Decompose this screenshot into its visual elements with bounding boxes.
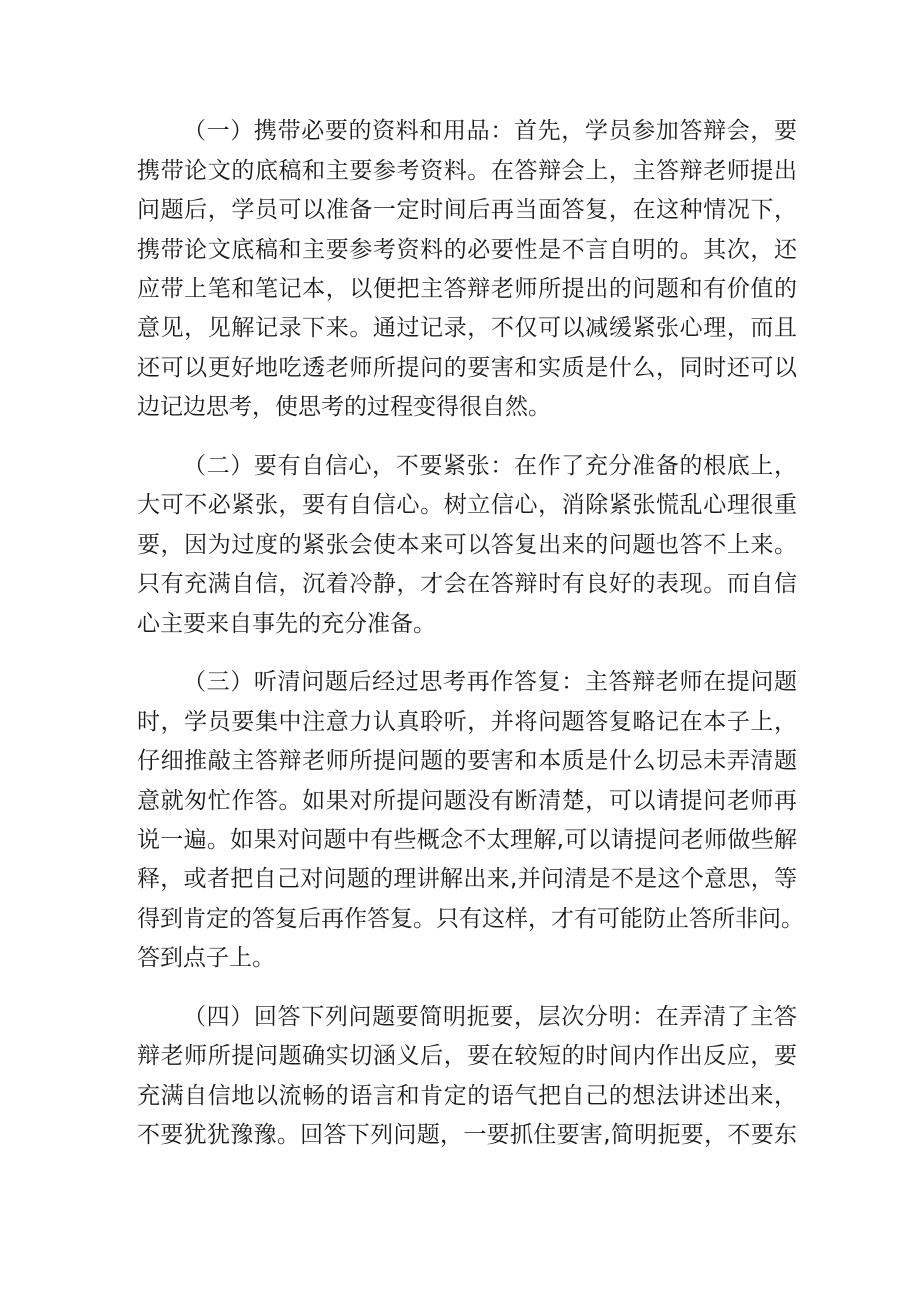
paragraph-2-line-4: 只有充满自信，沉着冷静，才会在答辩时有良好的表现。而自信 xyxy=(137,571,797,597)
paragraph-3-line-3: 仔细推敲主答辩老师所提问题的要害和本质是什么切忌未弄清题 xyxy=(137,748,797,774)
paragraph-3-line-6: 释，或者把自己对问题的理讲解出来,并问清是不是这个意思，等 xyxy=(137,866,797,892)
paragraph-2-line-2: 大可不必紧张，要有自信心。树立信心，消除紧张慌乱心理很重 xyxy=(137,492,797,518)
paragraph-1-line-1: （一）携带必要的资料和用品：首先，学员参加答辩会，要 xyxy=(183,118,797,144)
paragraph-4-line-4: 不要犹犹豫豫。回答下列问题，一要抓住要害,简明扼要，不要东 xyxy=(137,1122,797,1148)
paragraph-1-line-4: 携带论文底稿和主要参考资料的必要性是不言自明的。其次，还 xyxy=(137,237,797,263)
paragraph-3-line-1: （三）听清问题后经过思考再作答复：主答辩老师在提问题 xyxy=(183,669,797,695)
paragraph-3-line-8: 答到点子上。 xyxy=(137,945,275,971)
paragraph-1-line-5: 应带上笔和笔记本，以便把主答辩老师所提出的问题和有价值的 xyxy=(137,276,797,302)
paragraph-1-line-6: 意见，见解记录下来。通过记录，不仅可以减缓紧张心理，而且 xyxy=(137,315,797,341)
paragraph-4-line-1: （四）回答下列问题要简明扼要，层次分明：在弄清了主答 xyxy=(183,1004,797,1030)
paragraph-3-line-2: 时，学员要集中注意力认真聆听，并将问题答复略记在本子上， xyxy=(137,709,797,735)
paragraph-1-line-7: 还可以更好地吃透老师所提问的要害和实质是什么，同时还可以 xyxy=(137,355,797,381)
paragraph-1-line-8: 边记边思考，使思考的过程变得很自然。 xyxy=(137,394,551,420)
paragraph-3-line-7: 得到肯定的答复后再作答复。只有这样，才有可能防止答所非问。 xyxy=(137,906,804,932)
paragraph-2-line-1: （二）要有自信心，不要紧张：在作了充分准备的根底上， xyxy=(183,453,797,479)
paragraph-1-line-3: 问题后，学员可以准备一定时间后再当面答复，在这种情况下， xyxy=(137,197,797,223)
paragraph-2-line-3: 要，因为过度的紧张会使本来可以答复出来的问题也答不上来。 xyxy=(137,532,797,558)
paragraph-4-line-2: 辩老师所提问题确实切涵义后，要在较短的时间内作出反应，要 xyxy=(137,1043,797,1069)
paragraph-1-line-2: 携带论文的底稿和主要参考资料。在答辩会上，主答辩老师提出 xyxy=(137,158,797,184)
paragraph-3-line-5: 说一遍。如果对问题中有些概念不太理解,可以请提问老师做些解 xyxy=(137,827,797,853)
paragraph-4-line-3: 充满自信地以流畅的语言和肯定的语气把自己的想法讲述出来， xyxy=(137,1083,797,1109)
paragraph-2-line-5: 心主要来自事先的充分准备。 xyxy=(137,611,436,637)
paragraph-3-line-4: 意就匆忙作答。如果对所提问题没有断清楚，可以请提问老师再 xyxy=(137,788,797,814)
